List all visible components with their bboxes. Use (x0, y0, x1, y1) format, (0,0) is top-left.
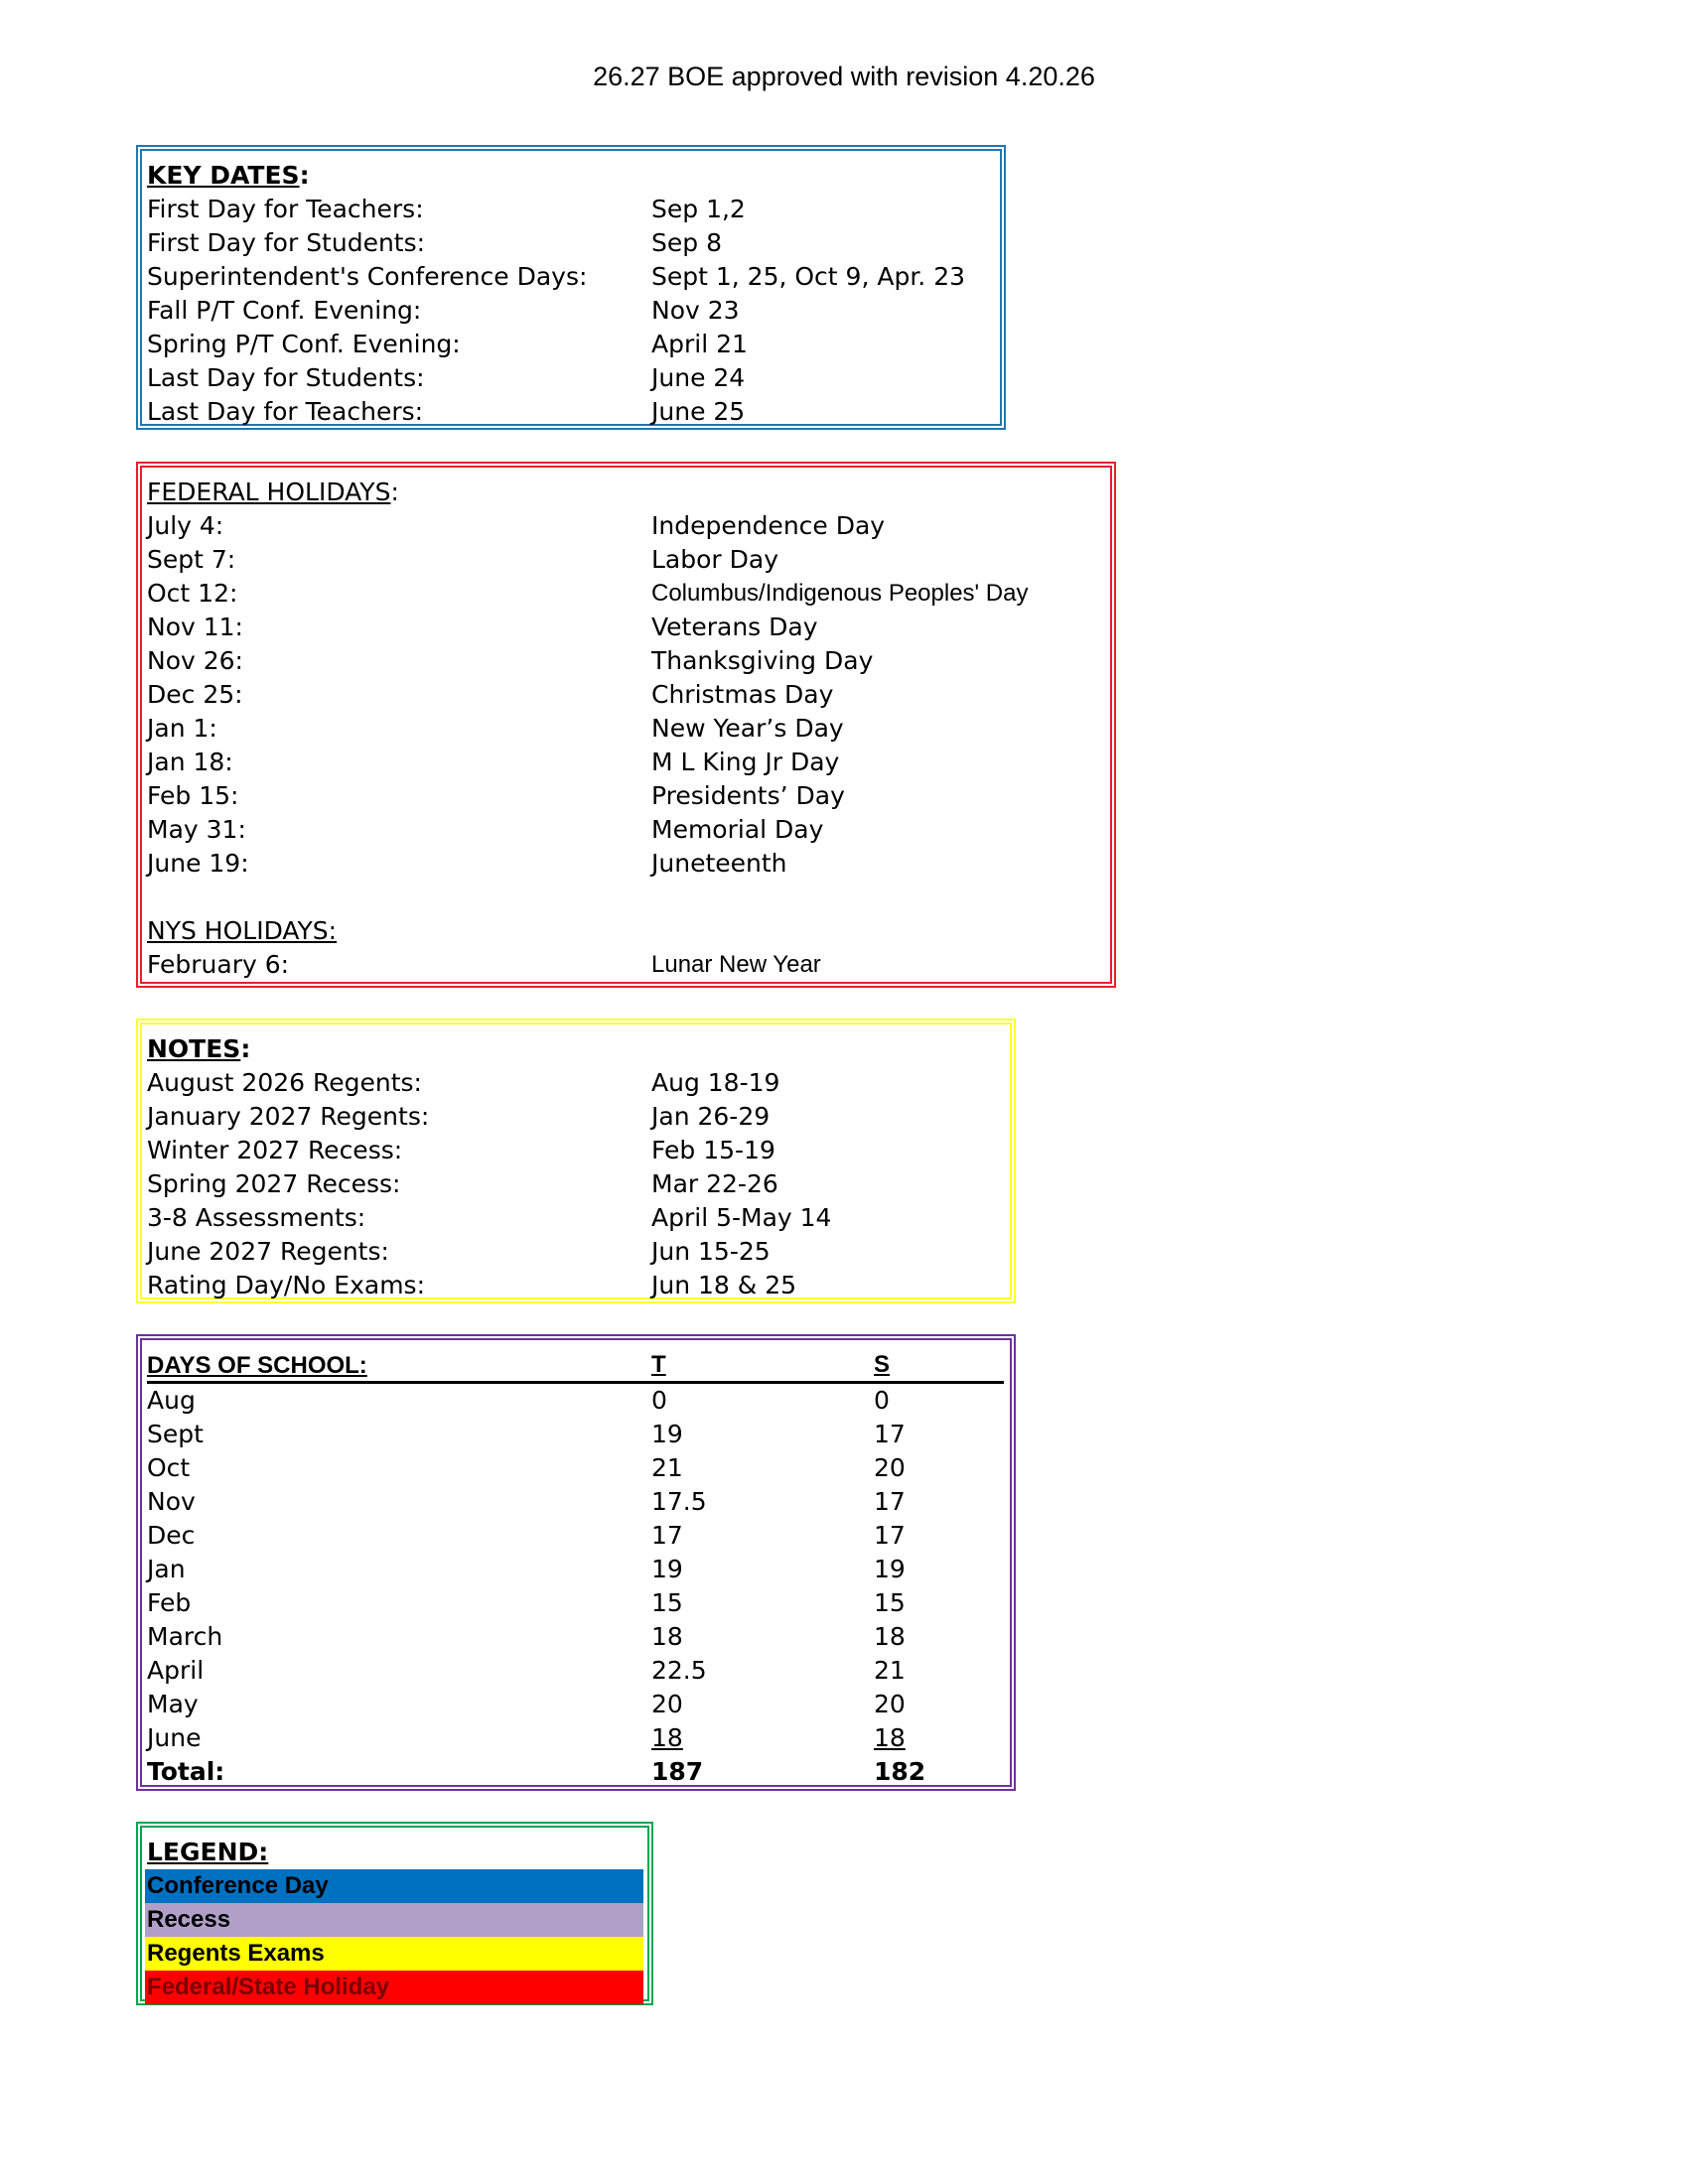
month-label: May (147, 1690, 199, 1718)
month-s-value: 0 (874, 1386, 890, 1415)
month-label: June (147, 1723, 202, 1752)
note-row (147, 1066, 1004, 1100)
key-date-value: Sept 1, 25, Oct 9, Apr. 23 (651, 262, 966, 291)
federal-holiday-row (147, 813, 1104, 847)
key-dates-heading: KEY DATES: (147, 161, 310, 190)
federal-holiday-row (147, 847, 1104, 881)
federal-holiday-value: Veterans Day (651, 613, 818, 641)
note-row (147, 1201, 1004, 1235)
column-t-header: T (651, 1351, 666, 1378)
legend-item-federal-state-holiday: Federal/State Holiday (145, 1971, 643, 2004)
month-row (147, 1451, 1004, 1485)
federal-holiday-label: Jan 1: (147, 714, 217, 743)
federal-holiday-value: Christmas Day (651, 680, 834, 709)
month-row (147, 1418, 1004, 1451)
federal-holiday-value: Juneteenth (651, 849, 787, 878)
federal-holiday-value: Labor Day (651, 545, 779, 574)
month-label: Sept (147, 1420, 204, 1448)
note-label: Winter 2027 Recess: (147, 1136, 403, 1164)
note-value: April 5-May 14 (651, 1203, 832, 1232)
note-row (147, 1235, 1004, 1269)
total-row (147, 1755, 1004, 1789)
federal-holidays-box (136, 462, 1116, 988)
column-s-header: S (874, 1351, 891, 1378)
federal-holiday-row (147, 611, 1104, 644)
month-value: 18 (651, 1622, 683, 1651)
month-label: Aug (147, 1386, 196, 1415)
federal-holiday-label: Nov 26: (147, 646, 243, 675)
federal-holiday-value: Columbus/Indigenous Peoples' Day (651, 580, 1029, 607)
month-s-value: 17 (874, 1420, 906, 1448)
month-label: Nov (147, 1487, 196, 1516)
month-label: Dec (147, 1521, 196, 1550)
month-s-value: 21 (874, 1656, 906, 1685)
note-row (147, 1167, 1004, 1201)
key-date-label: First Day for Teachers: (147, 195, 424, 223)
key-date-row (147, 294, 994, 328)
key-date-value: April 21 (651, 330, 748, 358)
month-row (147, 1620, 1004, 1654)
federal-holiday-row (147, 644, 1104, 678)
note-value: Jan 26-29 (651, 1102, 771, 1131)
month-label: Oct (147, 1453, 191, 1482)
key-date-label: Superintendent's Conference Days: (147, 262, 588, 291)
key-date-row (147, 361, 994, 395)
federal-holidays-heading: FEDERAL HOLIDAYS: (147, 478, 399, 506)
month-row (147, 1654, 1004, 1688)
key-date-row (147, 328, 994, 361)
note-value: Feb 15-19 (651, 1136, 775, 1164)
month-value: 18 (651, 1723, 683, 1752)
federal-holiday-label: Dec 25: (147, 680, 243, 709)
month-row (147, 1519, 1004, 1553)
key-date-label: Last Day for Students: (147, 363, 425, 392)
key-date-value: Sep 1,2 (651, 195, 746, 223)
month-s-value: 19 (874, 1555, 906, 1583)
key-date-label: Last Day for Teachers: (147, 397, 424, 426)
federal-holiday-row (147, 712, 1104, 746)
month-s-value: 18 (874, 1723, 906, 1752)
key-date-value: June 24 (651, 363, 746, 392)
nys-holiday-label: February 6: (147, 950, 290, 979)
note-value: Aug 18-19 (651, 1068, 780, 1097)
month-value: 15 (651, 1588, 683, 1617)
federal-holiday-label: Oct 12: (147, 579, 238, 608)
key-date-row (147, 395, 994, 429)
nys-holidays-heading: NYS HOLIDAYS: (147, 916, 338, 945)
legend-item-recess: Recess (145, 1903, 643, 1937)
month-value: 19 (651, 1420, 683, 1448)
note-label: August 2026 Regents: (147, 1068, 422, 1097)
federal-holiday-row (147, 509, 1104, 543)
federal-holiday-value: M L King Jr Day (651, 748, 840, 776)
month-value: 19 (651, 1555, 683, 1583)
key-dates-box (136, 145, 1006, 430)
federal-holiday-row (147, 779, 1104, 813)
month-value: 22.5 (651, 1656, 707, 1685)
note-label: 3-8 Assessments: (147, 1203, 366, 1232)
federal-holiday-row (147, 746, 1104, 779)
federal-holiday-label: Jan 18: (147, 748, 233, 776)
note-row (147, 1100, 1004, 1134)
spacer (147, 881, 1104, 914)
key-date-row (147, 226, 994, 260)
key-date-row (147, 260, 994, 294)
month-value: 20 (651, 1690, 683, 1718)
nys-holiday-row (147, 948, 1104, 982)
key-date-label: Fall P/T Conf. Evening: (147, 296, 422, 325)
month-row (147, 1553, 1004, 1586)
nys-holiday-value: Lunar New Year (651, 951, 821, 978)
key-date-row (147, 193, 994, 226)
note-label: June 2027 Regents: (147, 1237, 389, 1266)
days-of-school-box (136, 1334, 1016, 1791)
month-label: Jan (147, 1555, 186, 1583)
federal-holiday-value: New Year’s Day (651, 714, 844, 743)
total-t-value: 187 (651, 1757, 704, 1786)
key-date-label: First Day for Students: (147, 228, 426, 257)
notes-heading: NOTES: (147, 1034, 251, 1063)
month-value: 17 (651, 1521, 683, 1550)
legend-item-regents-exams: Regents Exams (145, 1937, 643, 1971)
federal-holiday-row (147, 678, 1104, 712)
note-row (147, 1269, 1004, 1302)
notes-box (136, 1019, 1016, 1303)
key-date-label: Spring P/T Conf. Evening: (147, 330, 461, 358)
legend-box (136, 1822, 653, 2005)
federal-holiday-value: Thanksgiving Day (651, 646, 874, 675)
federal-holiday-value: Independence Day (651, 511, 886, 540)
legend-heading: LEGEND: (147, 1838, 269, 1866)
note-value: Mar 22-26 (651, 1169, 778, 1198)
month-label: Feb (147, 1588, 192, 1617)
month-row (147, 1721, 1004, 1755)
note-value: Jun 18 & 25 (651, 1271, 797, 1299)
month-s-value: 17 (874, 1487, 906, 1516)
page-title: 26.27 BOE approved with revision 4.20.26 (593, 62, 1095, 91)
key-date-value: Nov 23 (651, 296, 740, 325)
note-value: Jun 15-25 (651, 1237, 771, 1266)
month-value: 17.5 (651, 1487, 707, 1516)
month-s-value: 15 (874, 1588, 906, 1617)
total-label: Total: (147, 1757, 225, 1786)
total-s-value: 182 (874, 1757, 926, 1786)
month-label: March (147, 1622, 223, 1651)
federal-holiday-label: Sept 7: (147, 545, 236, 574)
federal-holiday-value: Presidents’ Day (651, 781, 845, 810)
federal-holiday-row (147, 577, 1104, 611)
month-s-value: 18 (874, 1622, 906, 1651)
month-row (147, 1586, 1004, 1620)
note-label: Spring 2027 Recess: (147, 1169, 401, 1198)
federal-holiday-value: Memorial Day (651, 815, 824, 844)
federal-holiday-row (147, 543, 1104, 577)
month-s-value: 17 (874, 1521, 906, 1550)
federal-holiday-label: Nov 11: (147, 613, 243, 641)
month-value: 21 (651, 1453, 683, 1482)
month-row (147, 1688, 1004, 1721)
legend-item-conference-day: Conference Day (145, 1869, 643, 1903)
month-row (147, 1485, 1004, 1519)
month-s-value: 20 (874, 1453, 906, 1482)
note-row (147, 1134, 1004, 1167)
month-label: April (147, 1656, 205, 1685)
federal-holiday-label: May 31: (147, 815, 246, 844)
month-value: 0 (651, 1386, 667, 1415)
federal-holiday-label: June 19: (147, 849, 249, 878)
federal-holiday-label: Feb 15: (147, 781, 239, 810)
note-label: January 2027 Regents: (147, 1102, 430, 1131)
federal-holiday-label: July 4: (147, 511, 224, 540)
key-date-value: June 25 (651, 397, 746, 426)
key-date-value: Sep 8 (651, 228, 722, 257)
month-s-value: 20 (874, 1690, 906, 1718)
days-of-school-header (147, 1348, 1004, 1384)
month-row (147, 1384, 1004, 1418)
days-of-school-heading: DAYS OF SCHOOL: (147, 1352, 367, 1379)
note-label: Rating Day/No Exams: (147, 1271, 425, 1299)
